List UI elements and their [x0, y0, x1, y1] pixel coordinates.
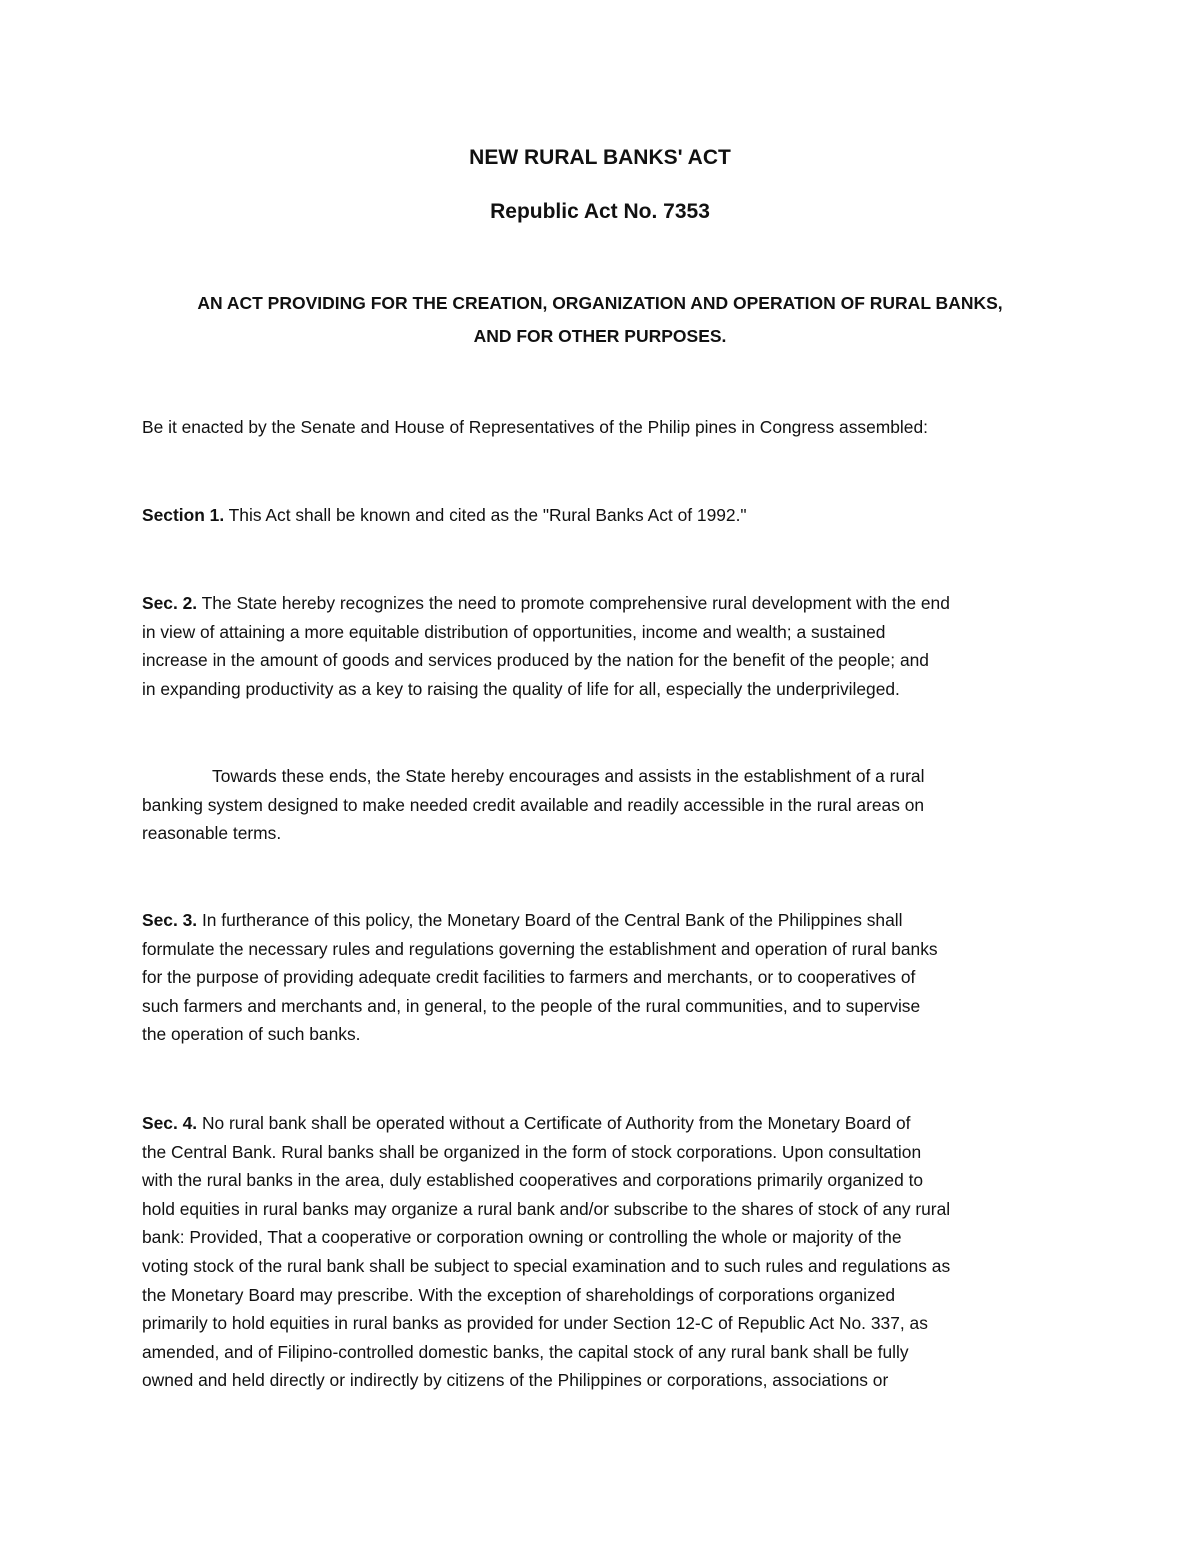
paragraph-line: with the rural banks in the area, duly established cooperatives and corporations primarily organized to [142, 1170, 924, 1191]
paragraph-line: primarily to hold equities in rural banks as provided for under Section 12-C of Republic Act No. 337, as [142, 1313, 928, 1334]
section-label: Sec. 2. [142, 593, 198, 613]
paragraph-line: the Central Bank. Rural banks shall be organized in the form of stock corporations. Upon consultation [142, 1141, 922, 1162]
section-label: Section 1. [142, 505, 225, 525]
paragraph-line: such farmers and merchants and, in general, to the people of the rural communities, and to supervise [142, 995, 921, 1016]
paragraph-line: owned and held directly or indirectly by citizens of the Philippines or corporations, associations or [142, 1370, 889, 1391]
act-heading-line: AN ACT PROVIDING FOR THE CREATION, ORGANIZATION AND OPERATION OF RURAL BANKS, [197, 293, 1003, 313]
paragraph-line: reasonable terms. [142, 823, 282, 844]
section-label: Sec. 3. [142, 910, 198, 930]
section-1 [142, 501, 1072, 530]
paragraph-line: the Monetary Board may prescribe. With the exception of shareholdings of corporations organized [142, 1284, 896, 1305]
section-4 [142, 1109, 1072, 1395]
paragraph-line: for the purpose of providing adequate credit facilities to farmers and merchants, or to cooperatives of [142, 967, 916, 988]
document-title: NEW RURAL BANKS' ACT [469, 146, 731, 169]
paragraph-line: banking system designed to make needed credit available and readily accessible in the rural areas on [142, 794, 925, 815]
paragraph-line [142, 906, 1072, 935]
paragraph-line [142, 589, 1072, 618]
section-text: This Act shall be known and cited as the "Rural Banks Act of 1992." [224, 505, 747, 525]
paragraph-line: bank: Provided, That a cooperative or corporation owning or controlling the whole or majority of the [142, 1227, 902, 1248]
paragraph-line: increase in the amount of goods and services produced by the nation for the benefit of the people; and [142, 650, 929, 671]
act-heading-line: AND FOR OTHER PURPOSES. [473, 326, 727, 346]
paragraph-line [142, 1109, 1072, 1138]
paragraph-line: the operation of such banks. [142, 1024, 361, 1045]
section-label: Sec. 4. [142, 1113, 198, 1133]
section-2 [142, 589, 1072, 703]
enacting-clause [142, 413, 1072, 442]
section-2-continuation [142, 762, 1072, 848]
section-text: No rural bank shall be operated without a Certificate of Authority from the Monetary Board of [197, 1113, 911, 1133]
paragraph-line: amended, and of Filipino-controlled domestic banks, the capital stock of any rural bank shall be fully [142, 1341, 909, 1362]
paragraph-line [142, 501, 1072, 530]
section-text: The State hereby recognizes the need to promote comprehensive rural development with the end [197, 593, 950, 613]
section-3 [142, 906, 1072, 1049]
section-text: In furtherance of this policy, the Monetary Board of the Central Bank of the Philippines shall [197, 910, 903, 930]
paragraph-line: hold equities in rural banks may organize a rural bank and/or subscribe to the shares of stock of any rural [142, 1198, 951, 1219]
paragraph-line: in view of attaining a more equitable distribution of opportunities, income and wealth; a sustained [142, 621, 886, 642]
paragraph-line: Towards these ends, the State hereby encourages and assists in the establishment of a rural [212, 766, 925, 786]
document-subtitle: Republic Act No. 7353 [490, 200, 710, 223]
paragraph-line: voting stock of the rural bank shall be subject to special examination and to such rules and regulations as [142, 1255, 951, 1276]
paragraph-line: formulate the necessary rules and regulations governing the establishment and operation of rural banks [142, 938, 938, 959]
paragraph-line: in expanding productivity as a key to raising the quality of life for all, especially the underprivileged. [142, 678, 900, 699]
paragraph-line: Be it enacted by the Senate and House of Representatives of the Philip pines in Congress assembled: [142, 417, 928, 437]
